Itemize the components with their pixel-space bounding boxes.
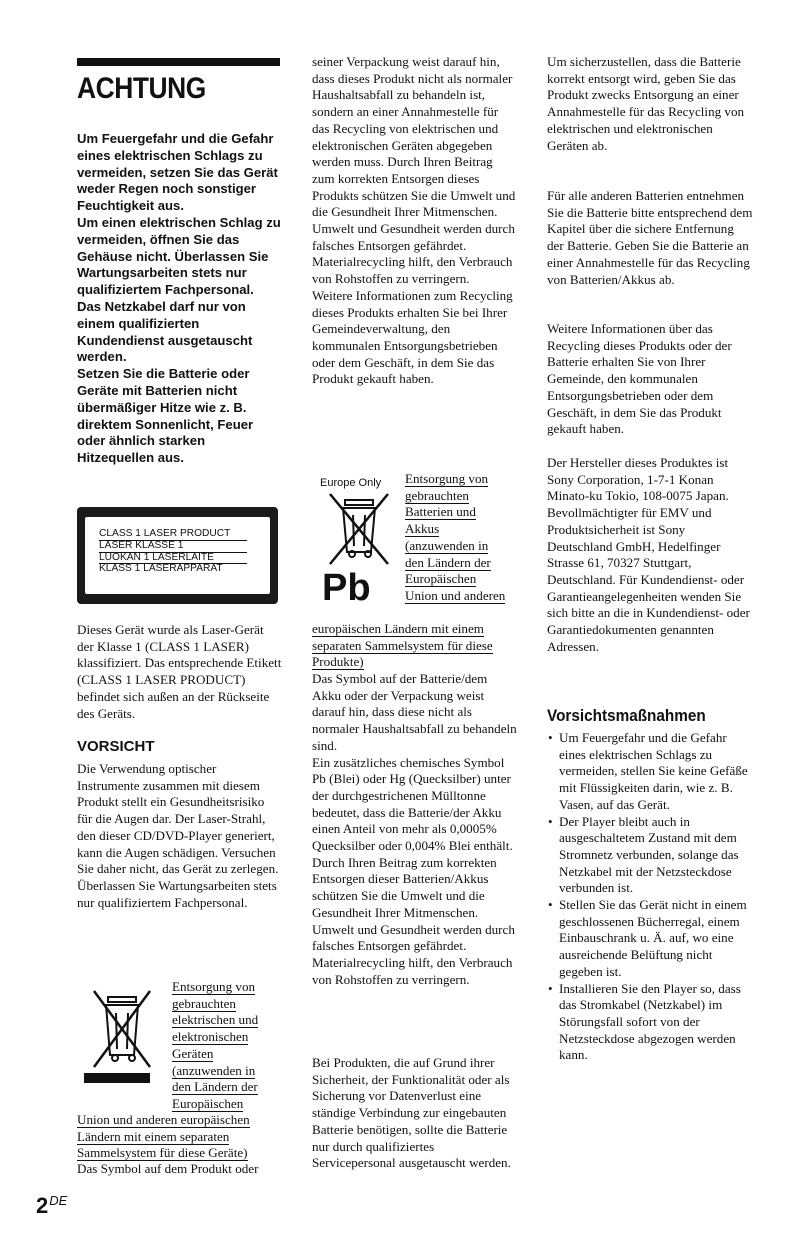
vorsicht-title: VORSICHT — [77, 738, 155, 755]
warning-text: Um Feuergefahr und die Gefahr eines elektrischen Schlags zu vermeiden, setzen Sie das Gerät weder Regen noch sonstiger Feuchtigkeit aus. Um einen elektrischen Schlag zu vermeiden, öffnen Sie das Gehäuse nicht. Überlassen Sie Wartungsarbeiten stets nur qualifiziertem Fachpersonal. Das Netzkabel darf nur von einem qualifizierten Kundendienst ausgetauscht werden. Setzen Sie die Batterie oder Geräte mit Batterien nicht übermäßiger Hitze wie z. B. direktem Sonnenlicht, Feuer oder ähnlich starken Hitzequellen aus. — [77, 131, 281, 466]
pb-symbol: Pb — [322, 567, 371, 607]
page-title: ACHTUNG — [77, 72, 206, 105]
precaution-item: • Um Feuergefahr und die Gefahr eines elektrischen Schlags zu vermeiden, stellen Sie keine Gefäße mit Flüssigkeiten darin, wie z. B. Vasen, auf das Gerät. — [559, 730, 753, 814]
laser-label-lines — [99, 529, 247, 575]
disposal-devices-text-start: Das Symbol auf dem Produkt oder — [77, 1161, 259, 1176]
precaution-item: • Installieren Sie den Player so, dass das Stromkabel (Netzkabel) im Störungsfall sofort von der Netzsteckdose abgezogen werden kann. — [559, 981, 753, 1065]
laser-label-box — [77, 507, 278, 604]
disposal-devices-heading-full: Union und anderen europäischen Ländern mit einem separaten Sammelsystem für diese Geräte) — [77, 1112, 250, 1161]
laser-paragraph: Dieses Gerät wurde als Laser-Gerät der Klasse 1 (CLASS 1 LASER) klassifiziert. Das entsprechende Etikett (CLASS 1 LASER PRODUCT) befindet sich außen an der Rückseite des Geräts. — [77, 622, 282, 721]
disposal-batteries-text: Das Symbol auf der Batterie/dem Akku oder der Verpackung weist darauf hin, dass diese nicht als normaler Haushaltsabfall zu behandeln sind. Ein zusätzliches chemisches Symbol Pb (Blei) oder Hg (Quecksilber) unter der durchgestrichenen Mülltonne bedeutet, dass die Batterie/der Akku einen Anteil von mehr als 0,0005% Quecksilber oder 0,004% Blei enthält. Durch Ihren Beitrag zum korrekten Entsorgen dieser Batterien/Akkus schützen Sie die Umwelt und die Gesundheit Ihrer Mitmenschen. Umwelt und Gesundheit werden durch falsches Entsorgen gefährdet. Materialrecycling hilft, den Verbrauch von Rohstoffen zu verringern. — [312, 671, 517, 987]
vorsicht-text: Die Verwendung optischer Instrumente zusammen mit diesem Produkt stellt ein Gesundheitsrisiko für die Augen dar. Der Laser-Strahl, den dieser CD/DVD-Player generiert, kann die Augen schädigen. Versuchen Sie daher nicht, das Gerät zu zerlegen. Überlassen Sie Wartungsarbeiten stets nur qualifiziertem Fachpersonal. — [77, 761, 279, 910]
weee-bin-icon — [82, 983, 162, 1083]
laser-line-1: CLASS 1 LASER PRODUCT — [99, 529, 247, 541]
battery-bin-icon — [312, 472, 402, 607]
disposal-batteries-text2: Bei Produkten, die auf Grund ihrer Sicherheit, der Funktionalität oder als Sicherung vor Datenverlust eine ständige Verbindung zur eingebauten Batterie benötigen, sollte die Batterie nur durch qualifiziertes Servicepersonal ausgetauscht werden. — [312, 1055, 511, 1171]
precautions-title: Vorsichtsmaßnahmen — [547, 706, 706, 725]
col3-paragraph-2: Für alle anderen Batterien entnehmen Sie die Batterie bitte entsprechend dem Kapitel über die sichere Entfernung der Batterie. Geben Sie die Batterie an einer Annahmestelle für das Recycling von Batterien/Akkus ab. — [547, 188, 753, 287]
page-lang: DE — [49, 1193, 68, 1208]
laser-line-3: LUOKAN 1 LASERLAITE — [99, 553, 247, 565]
page-number: 2DE — [36, 1193, 68, 1218]
disposal-batteries-heading-full: europäischen Ländern mit einem separaten Sammelsystem für diese Produkte) — [312, 621, 493, 670]
precautions-list — [547, 730, 753, 1064]
col3-paragraph-1: Um sicherzustellen, dass die Batterie korrekt entsorgt wird, geben Sie das Produkt zwecks Entsorgung an einer Annahmestelle für das Recycling von elektrischen und elektronischen Geräten ab. — [547, 54, 745, 153]
laser-line-2: LASER KLASSE 1 — [99, 541, 247, 553]
laser-line-4: KLASS 1 LASERAPPARAT — [99, 563, 223, 575]
disposal-devices-heading-side: Entsorgung von gebrauchten elektrischen und elektronischen Geräten (anzuwenden in den Ländern der Europäischen — [172, 979, 259, 1111]
precaution-item: • Der Player bleibt auch in ausgeschaltetem Zustand mit dem Stromnetz verbunden, solange das Netzkabel mit der Netzsteckdose verbunden ist. — [559, 814, 753, 898]
europe-only-caption: Europe Only — [320, 477, 382, 489]
precaution-item: • Stellen Sie das Gerät nicht in einem geschlossenen Bücherregal, einem Einbauschrank u. Ä. auf, wo eine ausreichende Belüftung nicht gegeben ist. — [559, 897, 753, 981]
disposal-batteries-heading-side: Entsorgung von gebrauchten Batterien und Akkus (anzuwenden in den Ländern der Europäischen Union und anderen — [405, 471, 506, 603]
col3-paragraph-4: Der Hersteller dieses Produktes ist Sony Corporation, 1-7-1 Konan Minato-ku Tokio, 108-0075 Japan. Bevollmächtigter für EMV und Produktsicherheit ist Sony Deutschland GmbH, Hedelfinger Strasse 61, 70327 Stuttgart, Deutschland. Für Kundendienst- oder Garantieangelegenheiten wenden Sie sich bitte an die in Kundendienst- oder Garantiedokumenten genannten Adressen. — [547, 455, 750, 654]
disposal-devices-text: seiner Verpackung weist darauf hin, dass dieses Produkt nicht als normaler Haushaltsabfall zu behandeln ist, sondern an einer Annahmestelle für das Recycling von elektrischen und elektronischen Geräten abgegeben werden muss. Durch Ihren Beitrag zum korrekten Entsorgen dieses Produkts schützen Sie die Umwelt und die Gesundheit Ihrer Mitmenschen. Umwelt und Gesundheit werden durch falsches Entsorgen gefährdet. Materialrecycling hilft, den Verbrauch von Rohstoffen zu verringern. Weitere Informationen zum Recycling dieses Produkts erhalten Sie bei Ihrer Gemeindeverwaltung, den kommunalen Entsorgungsbetrieben oder dem Geschäft, in dem Sie das Produkt gekauft haben. — [312, 54, 516, 387]
col3-paragraph-3: Weitere Informationen über das Recycling dieses Produkts oder der Batterie erhalten Sie von Ihrer Gemeinde, den kommunalen Entsorgungsbetrieben oder dem Geschäft, in dem Sie das Produkt gekauft haben. — [547, 321, 732, 437]
heading-rule — [77, 58, 280, 66]
